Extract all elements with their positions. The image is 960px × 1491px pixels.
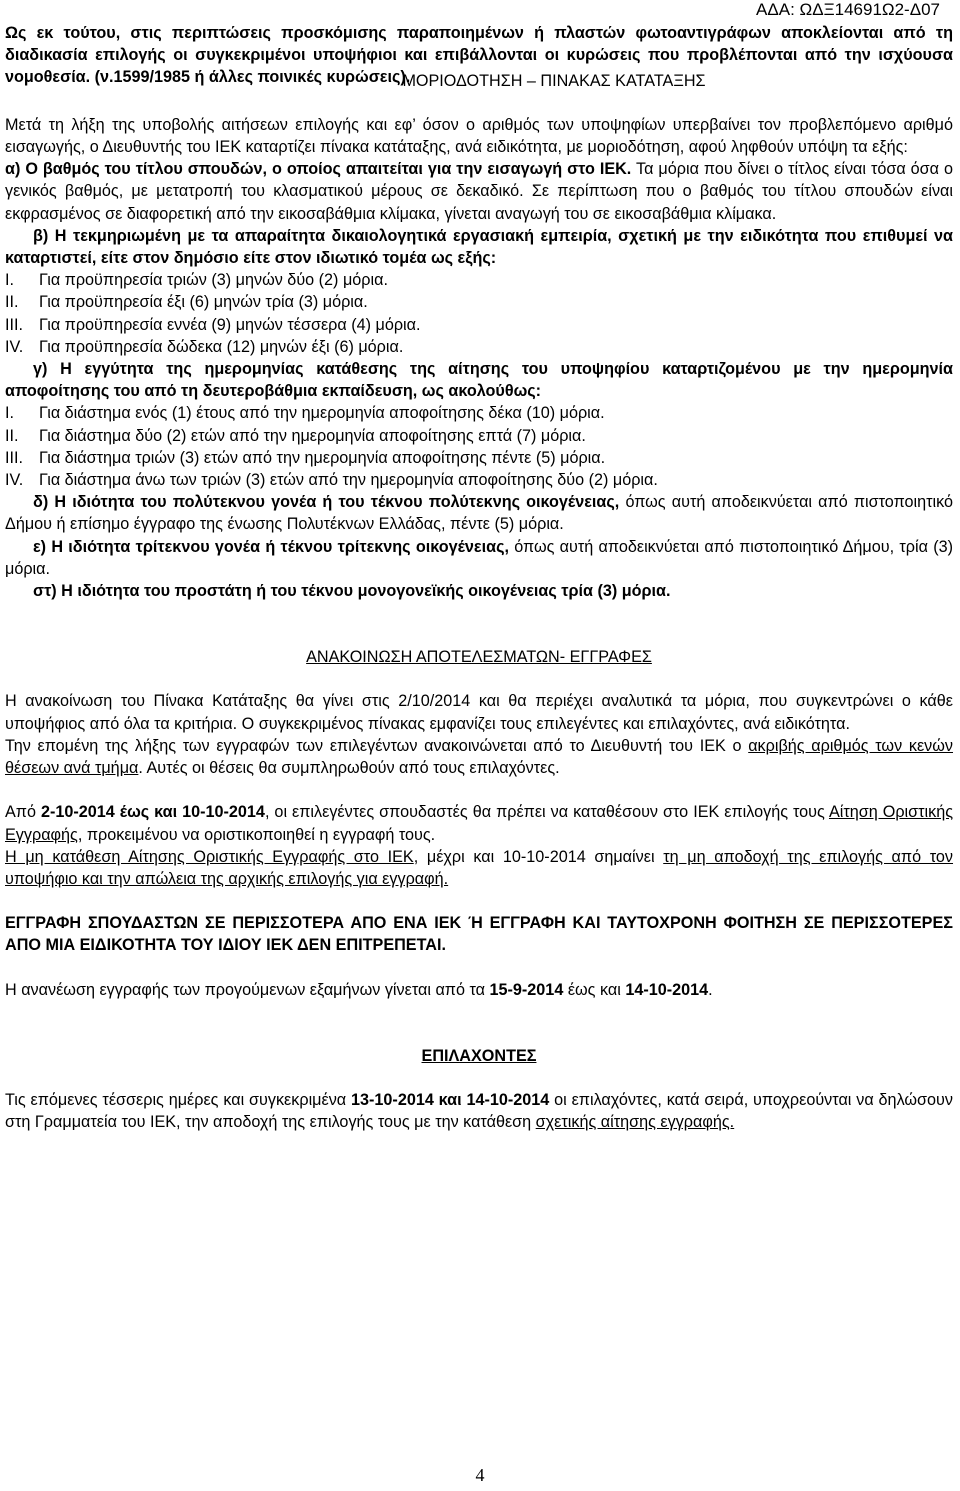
results-p4-underlined-1: Η μη κατάθεση Αίτησης Οριστικής Εγγραφής στο ΙΕΚ	[5, 847, 414, 866]
results-title: ΑΝΑΚΟΙΝΩΣΗ ΑΠΟΤΕΛΕΣΜΑΤΩΝ- ΕΓΓΡΑΦΕΣ	[306, 648, 652, 667]
results-p6-post: .	[708, 980, 713, 999]
substitutes-mid: οι επιλαχόντες, κατά σειρά, υποχρεούνται να δηλώσουν στη Γραμματεία του ΙΕΚ, την αποδοχή της επιλογής τους με την κατάθεση	[5, 1090, 953, 1132]
criterion-a-title: α) Ο βαθμός του τίτλου σπουδών, ο οποίος απαιτείται για την εισαγωγή στο ΙΕΚ.	[5, 160, 632, 179]
criterion-e	[5, 536, 953, 580]
list-item	[5, 314, 953, 336]
substitutes-paragraph	[5, 1089, 953, 1133]
list-item	[5, 269, 953, 291]
results-p3-underlined: Αίτηση Οριστικής Εγγραφής	[5, 803, 954, 844]
results-p5: ΕΓΓΡΑΦΗ ΣΠΟΥΔΑΣΤΩΝ ΣΕ ΠΕΡΙΣΣΟΤΕΡΑ ΑΠΟ ΕΝΑ ΙΕΚ Ή ΕΓΓΡΑΦΗ ΚΑΙ ΤΑΥΤΟΧΡΟΝΗ ΦΟΙΤΗΣΗ ΣΕ ΠΕΡΙΣΣΟΤΕΡΕΣ ΑΠΟ ΜΙΑ ΕΙΔΙΚΟΤΗΤΑ ΤΟΥ ΙΔΙΟΥ ΙΕΚ ΔΕΝ ΕΠΙΤΡΕΠΕΤΑΙ.	[5, 914, 953, 955]
list-item	[5, 469, 953, 491]
criterion-f: στ) Η ιδιότητα του προστάτη ή του τέκνου μονογονεϊκής οικογένειας τρία (3) μόρια.	[33, 582, 671, 601]
list-item-number: Ι.	[5, 271, 14, 290]
list-item-text: Για προϋπηρεσία τριών (3) μηνών δύο (2) μόρια.	[39, 271, 388, 290]
list-item-text: Για προϋπηρεσία δώδεκα (12) μηνών έξι (6) μόρια.	[39, 337, 404, 356]
list-item-number: Ι.	[5, 404, 14, 423]
list-item-text: Για διάστημα ενός (1) έτους από την ημερομηνία αποφοίτησης δέκα (10) μόρια.	[39, 404, 605, 423]
results-p2-pre: Την επομένη της λήξης των εγγραφών των επιλεγέντων ανακοινώνεται από το Διευθυντή του ΙΕΚ ο	[5, 736, 749, 755]
criterion-b-list	[5, 269, 953, 358]
results-p1: Η ανακοίνωση του Πίνακα Κατάταξης θα γίνει στις 2/10/2014 και θα περιέχει αναλυτικά τα μόρια, που συγκεντρώνει ο κάθε υποψήφιος από όλα τα κριτήρια. Ο συγκεκριμένος πίνακας εμφανίζει τους επιλεγέντες και επιλαχόντες, ανά ειδικότητα.	[5, 692, 953, 733]
criterion-e-title: ε) Η ιδιότητα τρίτεκνου γονέα ή τέκνου τρίτεκνης οικογένειας,	[33, 537, 509, 556]
criterion-d	[5, 491, 953, 535]
list-item-text: Για προϋπηρεσία εννέα (9) μηνών τέσσερα (4) μόρια.	[39, 315, 421, 334]
list-item-text: Για διάστημα δύο (2) ετών από την ημερομηνία αποφοίτησης επτά (7) μόρια.	[39, 426, 586, 445]
page-number: 4	[475, 1465, 485, 1485]
list-item-text: Για προϋπηρεσία έξι (6) μηνών τρία (3) μόρια.	[39, 293, 368, 312]
results-p6	[5, 979, 953, 1001]
intro-paragraph: Ως εκ τούτου, στις περιπτώσεις προσκόμισης παραποιημένων ή πλαστών φωτοαντιγράφων αποκλείονται από τη διαδικασία επιλογής οι συγκεκριμένοι υποψήφιοι και επιβάλλονται οι κυρώσεις που προβλέπονται από την ισχύουσα νομοθεσία. (ν.1599/1985 ή άλλες ποινικές κυρώσεις).	[5, 24, 953, 87]
criterion-c-list	[5, 402, 953, 491]
list-item-text: Για διάστημα τριών (3) ετών από την ημερομηνία αποφοίτησης πέντε (5) μόρια.	[39, 448, 606, 467]
list-item	[5, 402, 953, 424]
results-p6-mid: έως και	[563, 980, 626, 999]
list-item-number: ΙΙΙ.	[5, 315, 23, 334]
list-item-number: ΙΙΙ.	[5, 448, 23, 467]
results-p6-date-2: 14-10-2014	[625, 980, 709, 999]
list-item-number: ΙΙ.	[5, 426, 19, 445]
results-p4	[5, 846, 953, 890]
list-item	[5, 291, 953, 313]
list-item-number: ΙΙ.	[5, 293, 19, 312]
criterion-b-title: β) Η τεκμηριωμένη με τα απαραίτητα δικαιολογητικά εργασιακή εμπειρία, σχετική με την ειδικότητα που επιθυμεί να καταρτιστεί, είτε στον δημόσιο είτε στον ιδιωτικό τομέα ως εξής:	[5, 226, 953, 268]
results-p4-mid: , μέχρι και 10-10-2014 σημαίνει	[413, 847, 664, 866]
criterion-c-title: γ) Η εγγύτητα της ημερομηνίας κατάθεσης της αίτησης του υποψηφίου καταρτιζομένου με την ημερομηνία αποφοίτησης του από τη δευτεροβάθμια εκπαίδευση, ως ακολούθως:	[5, 360, 953, 401]
results-p3	[5, 801, 953, 845]
list-item-number: IV.	[5, 337, 24, 356]
criterion-d-title: δ) Η ιδιότητα του πολύτεκνου γονέα ή του τέκνου πολύτεκνης οικογένειας,	[33, 493, 620, 512]
scoring-title: ΜΟΡΙΟΔΟΤΗΣΗ – ΠΙΝΑΚΑΣ ΚΑΤΑΤΑΞΗΣ	[402, 71, 706, 90]
list-item-text: Για διάστημα άνω των τριών (3) ετών από την ημερομηνία αποφοίτησης δύο (2) μόρια.	[39, 471, 658, 490]
document-body	[5, 22, 953, 1133]
results-p3-mid: , οι επιλεγέντες σπουδαστές θα πρέπει να καταθέσουν στο ΙΕΚ επιλογής τους	[264, 803, 829, 822]
results-p2-post: . Αυτές οι θέσεις θα συμπληρωθούν από τους επιλαχόντες.	[138, 759, 560, 778]
substitutes-underlined: σχετικής αίτησης εγγραφής.	[535, 1113, 735, 1132]
criterion-a-text: Τα μόρια που δίνει ο τίτλος είναι τόσα όσα ο γενικός βαθμός, με μετατροπή του κλασματικού μέρους σε δεκαδικό. Σε περίπτωση που ο βαθμός του τίτλου σπουδών είναι εκφρασμένος σε διαφορετική από την εικοσαβάθμια κλίμακα, γίνεται αναγωγή του σε εικοσαβάθμια κλίμακα.	[5, 160, 954, 223]
results-p6-pre: Η ανανέωση εγγραφής των προγούμενων εξαμήνων γίνεται από τα	[5, 980, 490, 999]
criterion-a	[5, 158, 953, 225]
substitutes-pre: Τις επόμενες τέσσερις ημέρες και συγκεκριμένα	[5, 1090, 352, 1109]
list-item	[5, 447, 953, 469]
ada-code: ΑΔΑ: ΩΔΞ14691Ω2-Δ07	[756, 0, 940, 19]
results-p6-date-1: 15-9-2014	[489, 980, 564, 999]
results-p3-pre: Από	[5, 803, 41, 822]
scoring-intro: Μετά τη λήξη της υποβολής αιτήσεων επιλογής και εφ’ όσον ο αριθμός των υποψηφίων υπερβαίνει τον προβλεπόμενο αριθμό εισαγωγής, ο Διευθυντής του ΙΕΚ καταρτίζει πίνακα κατάταξης, ανά ειδικότητα, με μοριοδότηση, αφού ληφθούν υπόψη τα εξής:	[5, 115, 953, 157]
substitutes-dates: 13-10-2014 και 14-10-2014	[351, 1090, 550, 1109]
list-item	[5, 336, 953, 358]
criterion-d-text: όπως αυτή αποδεικνύεται από πιστοποιητικό Δήμου ή επίσημο έγγραφο της ένωσης Πολυτέκνων Ελλάδας, πέντε (5) μόρια.	[5, 493, 953, 534]
results-p3-dates: 2-10-2014 έως και 10-10-2014	[40, 803, 265, 822]
results-p4-underlined-2: τη μη αποδοχή της επιλογής από τον υποψήφιο και την απώλεια της αρχικής επιλογής για εγγραφή.	[5, 847, 954, 888]
substitutes-title: ΕΠΙΛΑΧΟΝΤΕΣ	[421, 1046, 537, 1065]
list-item-number: IV.	[5, 471, 24, 490]
results-p2-underlined: ακριβής αριθμός των κενών θέσεων ανά τμήμα	[5, 736, 953, 778]
criterion-e-text: όπως αυτή αποδεικνύεται από πιστοποιητικό Δήμου, τρία (3) μόρια.	[5, 537, 953, 578]
results-p2	[5, 735, 953, 779]
list-item	[5, 425, 953, 447]
results-p3-post: , προκειμένου να οριστικοποιηθεί η εγγραφή τους.	[77, 825, 436, 844]
